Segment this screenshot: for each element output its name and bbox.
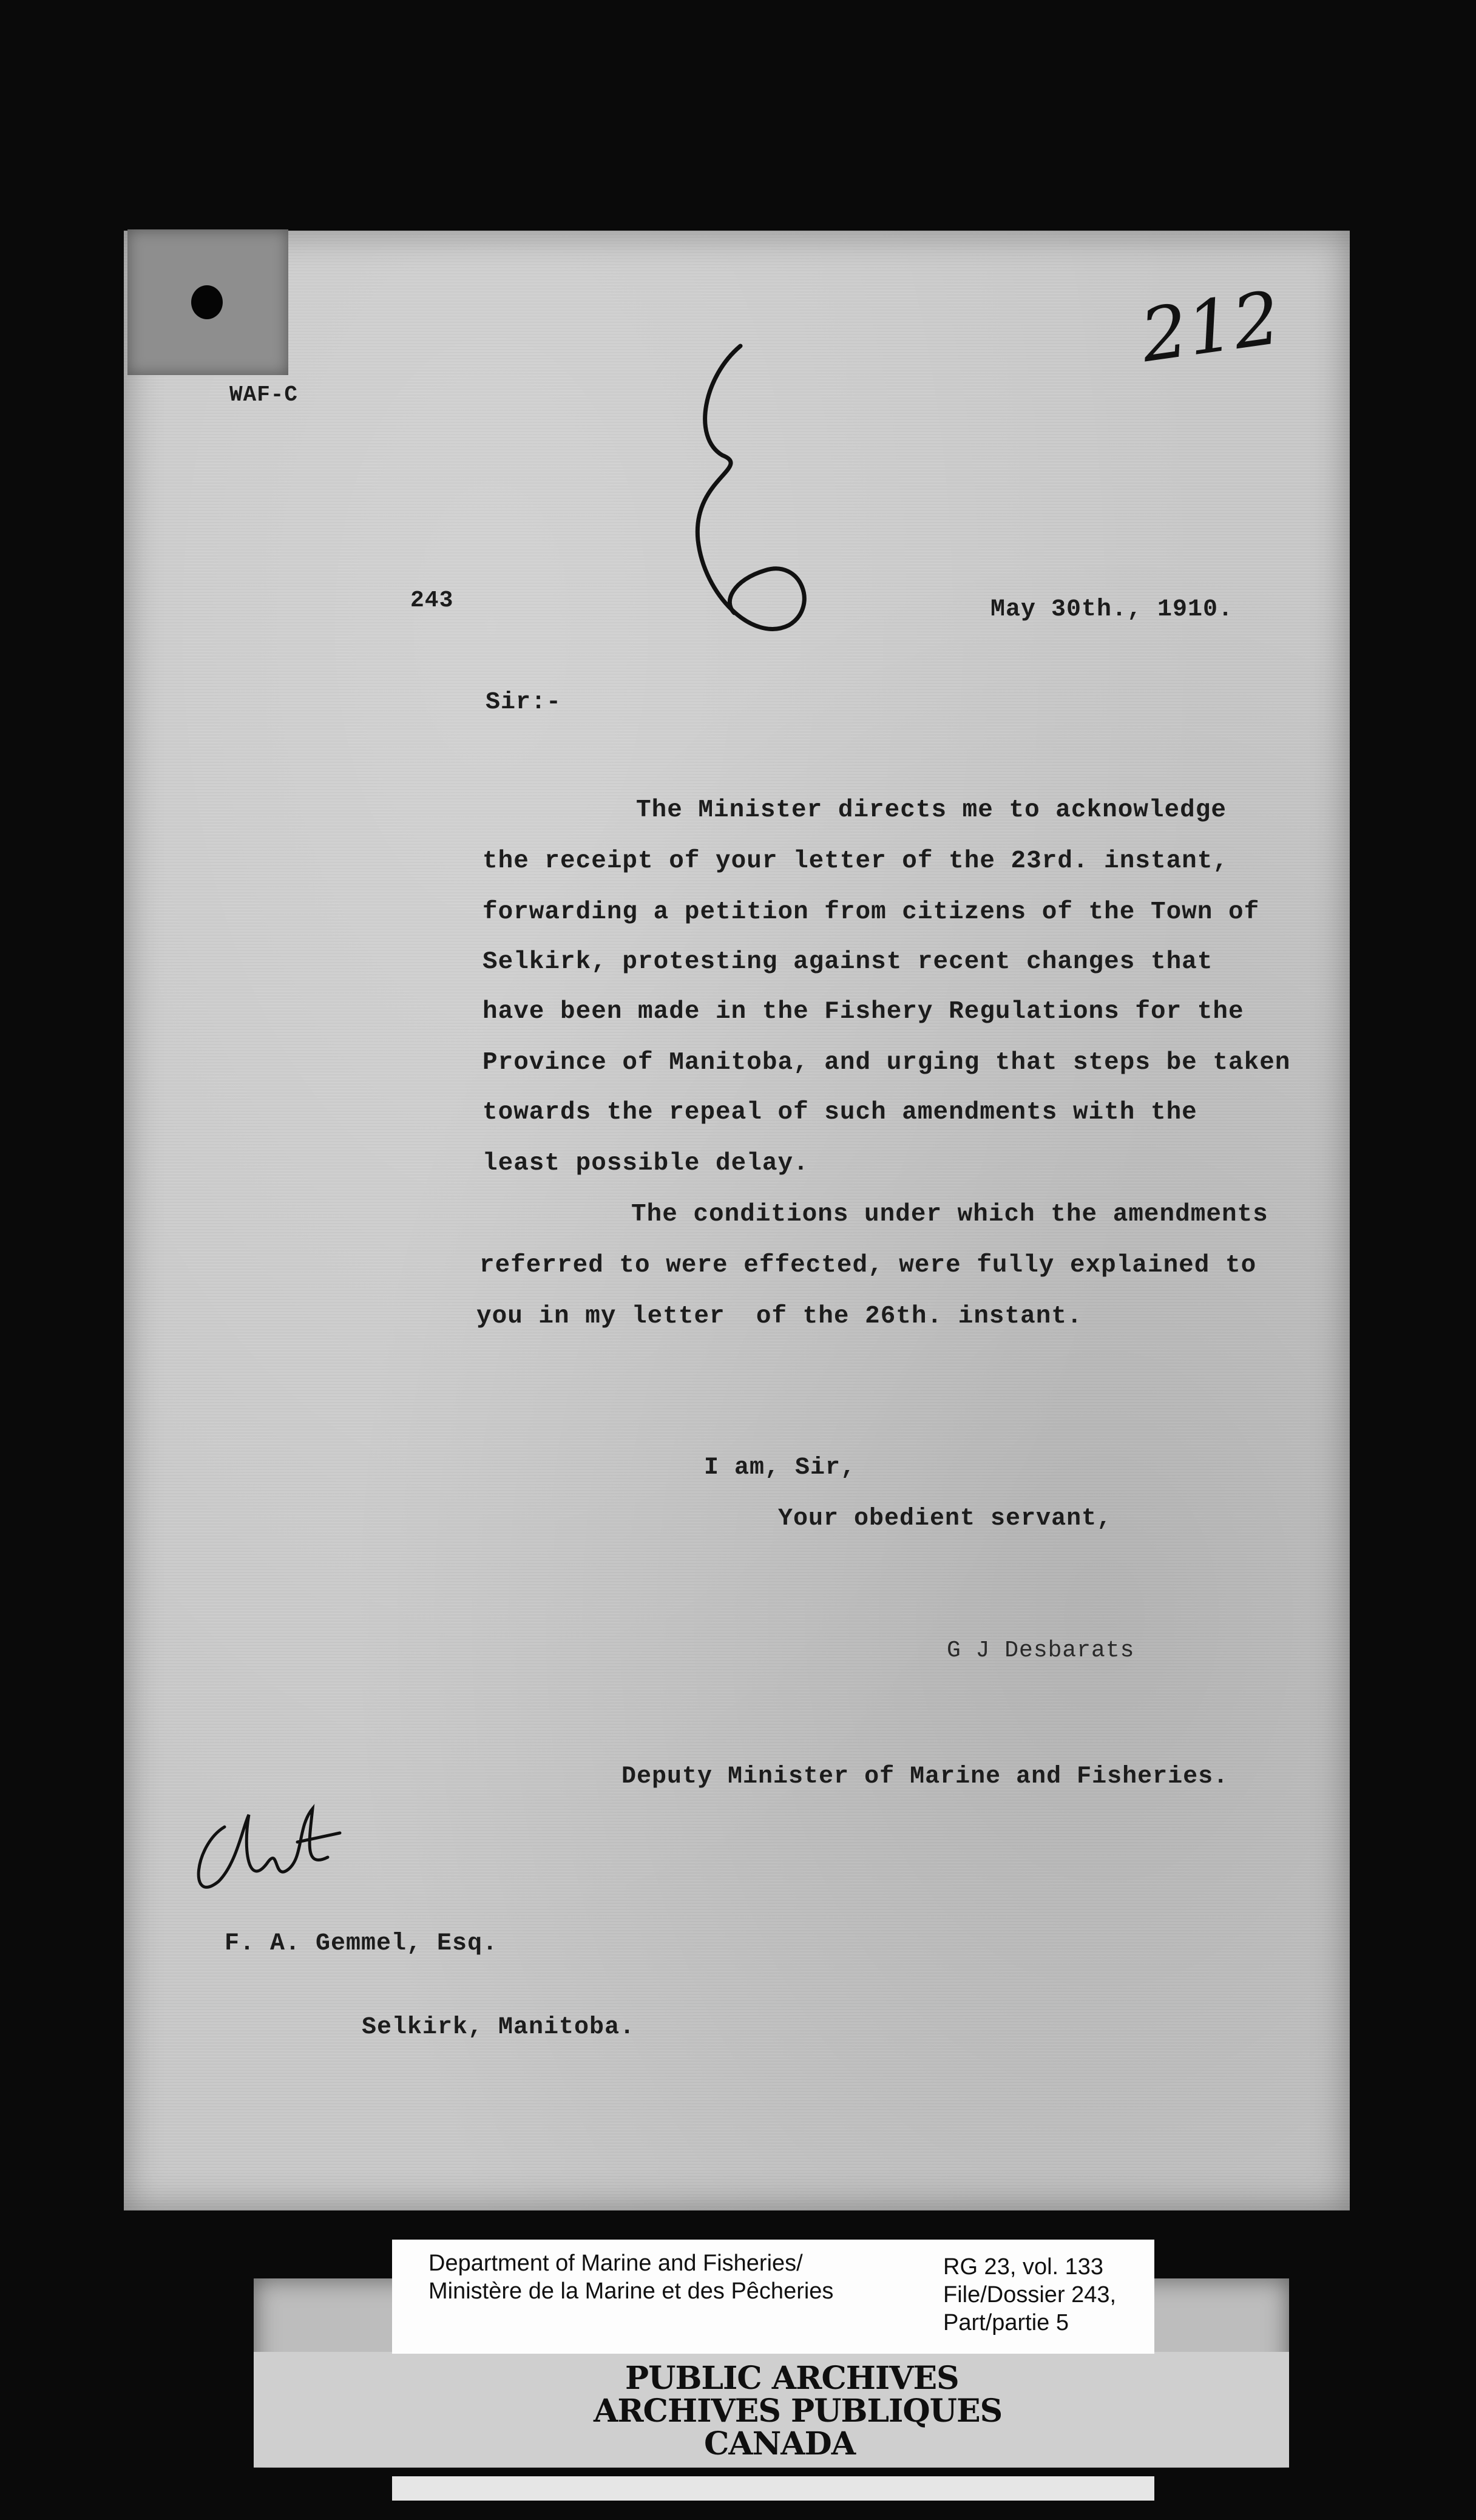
recipient-name: F. A. Gemmel, Esq. (225, 1930, 498, 1957)
handwritten-initials (182, 1790, 364, 1930)
handwritten-six-icon (668, 340, 825, 668)
body-line: least possible delay. (482, 1150, 809, 1177)
initials-scribble-icon (182, 1790, 364, 1930)
handwritten-mark (668, 340, 825, 668)
archive-stamp-line-1: PUBLIC ARCHIVES (625, 2360, 959, 2397)
salutation: Sir:- (486, 689, 562, 716)
body-line: The Minister directs me to acknowledge (636, 796, 1227, 824)
handwritten-page-number (1136, 276, 1299, 379)
file-dossier: File/Dossier 243, (943, 2282, 1117, 2308)
signature-name: G J Desbarats (947, 1638, 1135, 1664)
part-partie: Part/partie 5 (943, 2310, 1069, 2335)
body-line: the receipt of your letter of the 23rd. instant, (482, 847, 1228, 875)
archive-stamp-line-2: ARCHIVES PUBLIQUES (594, 2393, 1003, 2430)
closing-line-1: I am, Sir, (704, 1454, 856, 1482)
body-line: have been made in the Fishery Regulations for the (482, 998, 1244, 1026)
reference-code: WAF-C (229, 382, 299, 407)
body-line: Province of Manitoba, and urging that steps be taken (482, 1049, 1291, 1077)
signature-title: Deputy Minister of Marine and Fisheries. (621, 1763, 1229, 1790)
file-number: 243 (410, 588, 454, 614)
letter-date: May 30th., 1910. (990, 596, 1234, 623)
bottom-strip (392, 2476, 1154, 2501)
body-line: Selkirk, protesting against recent changes that (482, 948, 1213, 976)
body-line: you in my letter of the 26th. instant. (476, 1302, 1083, 1330)
recipient-location: Selkirk, Manitoba. (362, 2014, 635, 2041)
department-english: Department of Marine and Fisheries/ (428, 2251, 803, 2276)
department-french: Ministère de la Marine et des Pêcheries (428, 2278, 834, 2304)
archive-stamp-line-3: CANADA (704, 2425, 856, 2462)
body-line: The conditions under which the amendments (631, 1201, 1268, 1228)
handwritten-page-number-text: 212 (1136, 276, 1285, 379)
punch-hole (191, 285, 223, 319)
body-line: towards the repeal of such amendments with the (482, 1099, 1197, 1126)
closing-line-2: Your obedient servant, (778, 1505, 1112, 1533)
body-line: forwarding a petition from citizens of the Town of (482, 898, 1260, 926)
body-line: referred to were effected, were fully explained to (479, 1252, 1257, 1279)
record-group: RG 23, vol. 133 (943, 2254, 1104, 2280)
